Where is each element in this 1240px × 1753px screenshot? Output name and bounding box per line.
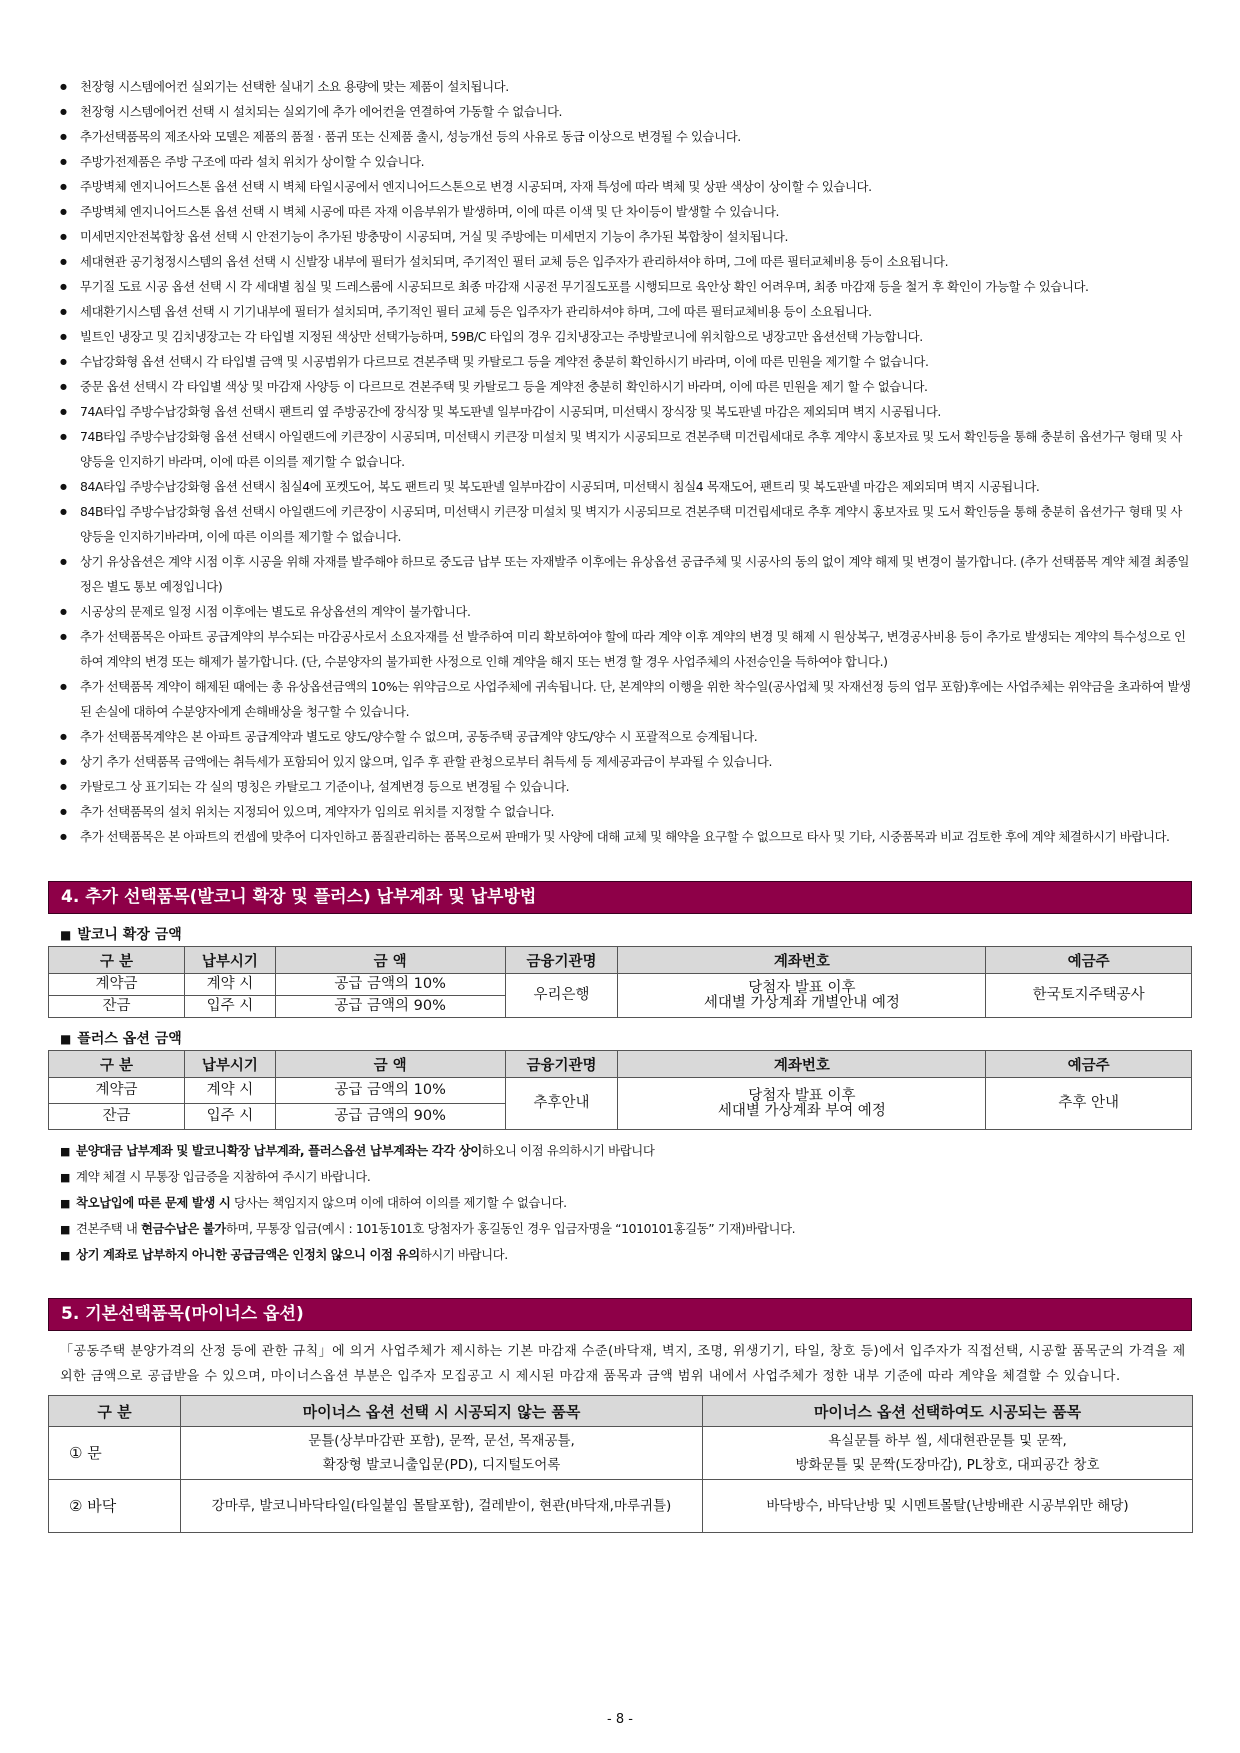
square-bullet-icon: ■ — [60, 1197, 70, 1210]
cell-holder: 추후 안내 — [986, 1078, 1192, 1130]
square-bullet-icon: ■ — [60, 1171, 70, 1184]
list-item: ● 미세먼지안전복합창 옵션 선택 시 안전기능이 추가된 방충망이 시공되며, 거실 및 주방에는 미세먼지 기능이 추가된 복합창이 설치됩니다. — [60, 224, 1192, 249]
header-amount: 금 액 — [275, 947, 505, 974]
table-row — [49, 1078, 1192, 1104]
list-item: ● 주방벽체 엔지니어드스톤 옵션 선택 시 벽체 시공에 따른 자재 이음부위가 발생하며, 이에 따른 이색 및 단 차이등이 발생할 수 있습니다. — [60, 199, 1192, 224]
header-bank: 금융기관명 — [505, 1051, 618, 1078]
list-item: ● 74A타입 주방수납강화형 옵션 선택시 팬트리 옆 주방공간에 장식장 및 복도판넬 일부마감이 시공되며, 미선택시 장식장 및 복도판넬 마감은 제외되며 벽지 시공됩니다. — [60, 399, 1192, 424]
cell-not-installed: 문틀(상부마감판 포함), 문짝, 문선, 목재공틀, 확장형 발코니출입문(PD), 디지털도어록 — [181, 1427, 703, 1480]
header-holder: 예금주 — [986, 947, 1192, 974]
square-bullet-icon: ■ — [60, 1032, 72, 1046]
list-item: ● 수납강화형 옵션 선택시 각 타입별 금액 및 시공범위가 다르므로 견본주택 및 카탈로그 등을 계약전 충분히 확인하시기 바라며, 이에 따른 민원을 제기할 수 없습니다. — [60, 349, 1192, 374]
cell-kind: 잔금 — [49, 996, 185, 1018]
square-bullet-icon: ■ — [60, 1145, 70, 1158]
cell-kind: 계약금 — [49, 1078, 185, 1104]
balcony-payment-table — [48, 946, 1192, 1018]
cell-account: 당첨자 발표 이후 세대별 가상계좌 부여 예정 — [618, 1078, 986, 1130]
list-item: ● 시공상의 문제로 일정 시점 이후에는 별도로 유상옵션의 계약이 불가합니다. — [60, 599, 1192, 624]
header-category: 구 분 — [49, 1396, 181, 1427]
payment-notes — [60, 1138, 1192, 1268]
note-item: ■ 견본주택 내 현금수납은 불가하며, 무통장 입금(예시 : 101동101호 당첨자가 홍길동인 경우 입금자명을 “1010101홍길동” 기재)바랍니다. — [60, 1221, 796, 1236]
table-row — [49, 1480, 1193, 1533]
list-item: ● 74B타입 주방수납강화형 옵션 선택시 아일랜드에 키큰장이 시공되며, 미선택시 키큰장 미설치 및 벽지가 시공되므로 견본주택 미건립세대로 추후 계약시 홍보자료 및 도서 확인등을 통해 충분히 옵션가구 형태 및 사양등을 인지하기 바라며, 이에 따른 이의를 제기할 수 없습니다. — [60, 424, 1192, 474]
row-label: ① 문 — [49, 1427, 181, 1480]
header-category: 구 분 — [49, 1051, 185, 1078]
plus-option-heading: ■ 플러스 옵션 금액 — [60, 1031, 182, 1047]
cell-installed: 바닥방수, 바닥난방 및 시멘트몰탈(난방배관 시공부위만 해당) — [703, 1480, 1193, 1533]
note-item: ■ 계약 체결 시 무통장 입금증을 지참하여 주시기 바랍니다. — [60, 1169, 371, 1184]
minus-option-intro: 「공동주택 분양가격의 산정 등에 관한 규칙」에 의거 사업주체가 제시하는 기본 마감재 수준(바닥재, 벽지, 조명, 위생기기, 타일, 창호 등)에서 입주자가 직접선택, 시공할 품목군의 가격을 제외한 금액으로 공급받을 수 있으며, 마이너스옵션 부분은 입주자 모집공고 시 제시된 마감재 품목과 금액 범위 내에서 사업주체가 정한 내부 기준에 따라 계약을 체결할 수 있습니다. — [60, 1344, 1186, 1384]
notice-list — [48, 74, 1192, 849]
list-item: ● 추가 선택품목은 아파트 공급계약의 부수되는 마감공사로서 소요자재를 선 발주하여 미리 확보하여야 할에 따라 계약 이후 계약의 변경 및 해제 시 원상복구, 변경공사비용 등이 추가로 발생되는 계약의 특수성으로 인하여 계약의 변경 또는 해제가 불가합니다. (단, 수분양자의 불가피한 사정으로 인해 계약을 해지 또는 변경 할 경우 사업주체의 사전승인을 득하여야 합니다.) — [60, 624, 1192, 674]
square-bullet-icon: ■ — [60, 1223, 70, 1236]
header-account: 계좌번호 — [618, 947, 986, 974]
cell-installed: 욕실문틀 하부 씰, 세대현관문틀 및 문짝, 방화문틀 및 문짝(도장마감), PL창호, 대피공간 창호 — [703, 1427, 1193, 1480]
list-item: ● 천장형 시스템에어컨 선택 시 설치되는 실외기에 추가 에어컨을 연결하여 가동할 수 없습니다. — [60, 99, 1192, 124]
table-row — [49, 1427, 1193, 1480]
note-item: ■ 착오납입에 따른 문제 발생 시 당사는 책임지지 않으며 이에 대하여 이의를 제기할 수 없습니다. — [60, 1195, 567, 1210]
cell-amount: 공급 금액의 90% — [275, 996, 505, 1018]
page-number: - 8 - — [607, 1712, 633, 1727]
list-item: ● 추가 선택품목계약은 본 아파트 공급계약과 별도로 양도/양수할 수 없으며, 공동주택 공급계약 양도/양수 시 포괄적으로 승계됩니다. — [60, 724, 1192, 749]
list-item: ● 중문 옵션 선택시 각 타입별 색상 및 마감재 사양등 이 다르므로 견본주택 및 카탈로그 등을 계약전 충분히 확인하시기 바라며, 이에 따른 민원을 제기 할 수 없습니다. — [60, 374, 1192, 399]
list-item: ● 추가 선택품목은 본 아파트의 컨셉에 맞추어 디자인하고 품질관리하는 품목으로써 판매가 및 사양에 대해 교체 및 해약을 요구할 수 없으므로 타사 및 기타, 시중품목과 비교 검토한 후에 계약 체결하시기 바랍니다. — [60, 824, 1192, 849]
section-5-title: 5. 기본선택품목(마이너스 옵션) — [48, 1298, 1192, 1331]
plus-option-payment-table — [48, 1050, 1192, 1130]
list-item: ● 세대현관 공기청정시스템의 옵션 선택 시 신발장 내부에 필터가 설치되며, 주기적인 필터 교체 등은 입주자가 관리하셔야 하며, 그에 따른 필터교체비용 등이 소요됩니다. — [60, 249, 1192, 274]
row-label: ② 바닥 — [49, 1480, 181, 1533]
header-timing: 납부시기 — [185, 1051, 276, 1078]
header-amount: 금 액 — [275, 1051, 505, 1078]
cell-time: 계약 시 — [185, 974, 276, 996]
cell-amount: 공급 금액의 10% — [275, 1078, 505, 1104]
cell-time: 계약 시 — [185, 1078, 276, 1104]
header-installed: 마이너스 옵션 선택하여도 시공되는 품목 — [703, 1396, 1193, 1427]
list-item: ● 천장형 시스템에어컨 실외기는 선택한 실내기 소요 용량에 맞는 제품이 설치됩니다. — [60, 74, 1192, 99]
table-row — [49, 974, 1192, 996]
list-item: ● 무기질 도료 시공 옵션 선택 시 각 세대별 침실 및 드레스룸에 시공되므로 최종 마감재 시공전 무기질도포를 시행되므로 육안상 확인 어려우며, 최종 마감재 등을 철거 후 확인이 가능할 수 있습니다. — [60, 274, 1192, 299]
list-item: ● 카탈로그 상 표기되는 각 실의 명칭은 카탈로그 기준이나, 설계변경 등으로 변경될 수 있습니다. — [60, 774, 1192, 799]
header-holder: 예금주 — [986, 1051, 1192, 1078]
note-item: ■ 상기 계좌로 납부하지 아니한 공급금액은 인정치 않으니 이점 유의하시기 바랍니다. — [60, 1247, 508, 1262]
cell-bank: 우리은행 — [505, 974, 618, 1018]
cell-time: 입주 시 — [185, 996, 276, 1018]
header-category: 구 분 — [49, 947, 185, 974]
list-item: ● 추가선택품목의 제조사와 모델은 제품의 품절 · 품귀 또는 신제품 출시, 성능개선 등의 사유로 동급 이상으로 변경될 수 있습니다. — [60, 124, 1192, 149]
list-item: ● 세대환기시스템 옵션 선택 시 기기내부에 필터가 설치되며, 주기적인 필터 교체 등은 입주자가 관리하셔야 하며, 그에 따른 필터교체비용 등이 소요됩니다. — [60, 299, 1192, 324]
header-account: 계좌번호 — [618, 1051, 986, 1078]
list-item: ● 추가 선택품목의 설치 위치는 지정되어 있으며, 계약자가 임의로 위치를 지정할 수 없습니다. — [60, 799, 1192, 824]
cell-account: 당첨자 발표 이후 세대별 가상계좌 개별안내 예정 — [618, 974, 986, 1018]
section-4-title: 4. 추가 선택품목(발코니 확장 및 플러스) 납부계좌 및 납부방법 — [48, 881, 1192, 914]
cell-kind: 잔금 — [49, 1104, 185, 1130]
list-item: ● 84A타입 주방수납강화형 옵션 선택시 침실4에 포켓도어, 복도 팬트리 및 복도판넬 일부마감이 시공되며, 미선택시 침실4 목재도어, 팬트리 및 복도판넬 마감은 제외되며 벽지 시공됩니다. — [60, 474, 1192, 499]
list-item: ● 주방가전제품은 주방 구조에 따라 설치 위치가 상이할 수 있습니다. — [60, 149, 1192, 174]
cell-bank: 추후안내 — [505, 1078, 618, 1130]
list-item: ● 빌트인 냉장고 및 김치냉장고는 각 타입별 지정된 색상만 선택가능하며, 59B/C 타입의 경우 김치냉장고는 주방발코니에 위치함으로 냉장고만 옵션선택 가능합니다. — [60, 324, 1192, 349]
minus-option-table — [48, 1395, 1193, 1533]
square-bullet-icon: ■ — [60, 928, 72, 942]
note-item: ■ 분양대금 납부계좌 및 발코니확장 납부계좌, 플러스옵션 납부계좌는 각각 상이하오니 이점 유의하시기 바랍니다 — [60, 1143, 655, 1158]
list-item: ● 추가 선택품목 계약이 해제된 때에는 총 유상옵션금액의 10%는 위약금으로 사업주체에 귀속됩니다. 단, 본계약의 이행을 위한 착수일(공사업체 및 자재선정 등의 업무 포함)후에는 사업주체는 위약금을 초과하여 발생된 손실에 대하여 수분양자에게 손해배상을 청구할 수 있습니다. — [60, 674, 1192, 724]
square-bullet-icon: ■ — [60, 1249, 70, 1262]
header-not-installed: 마이너스 옵션 선택 시 시공되지 않는 품목 — [181, 1396, 703, 1427]
header-timing: 납부시기 — [185, 947, 276, 974]
cell-not-installed: 강마루, 발코니바닥타일(타일붙임 몰탈포함), 걸레받이, 현관(바닥재,마루귀틀) — [181, 1480, 703, 1533]
cell-amount: 공급 금액의 90% — [275, 1104, 505, 1130]
cell-holder: 한국토지주택공사 — [986, 974, 1192, 1018]
list-item: ● 상기 유상옵션은 계약 시점 이후 시공을 위해 자재를 발주해야 하므로 중도금 납부 또는 자재발주 이후에는 유상옵션 공급주체 및 시공사의 동의 없이 계약 해제 및 변경이 불가합니다. (추가 선택품목 계약 체결 최종일정은 별도 통보 예정입니다) — [60, 549, 1192, 599]
list-item: ● 상기 추가 선택품목 금액에는 취득세가 포함되어 있지 않으며, 입주 후 관할 관청으로부터 취득세 등 제세공과금이 부과될 수 있습니다. — [60, 749, 1192, 774]
cell-kind: 계약금 — [49, 974, 185, 996]
list-item: ● 주방벽체 엔지니어드스톤 옵션 선택 시 벽체 타일시공에서 엔지니어드스톤으로 변경 시공되며, 자재 특성에 따라 벽체 및 상판 색상이 상이할 수 있습니다. — [60, 174, 1192, 199]
list-item: ● 84B타입 주방수납강화형 옵션 선택시 아일랜드에 키큰장이 시공되며, 미선택시 키큰장 미설치 및 벽지가 시공되므로 견본주택 미건립세대로 추후 계약시 홍보자료 및 도서 확인등을 통해 충분히 옵션가구 형태 및 사양등을 인지하기바라며, 이에 따른 이의를 제기할 수 없습니다. — [60, 499, 1192, 549]
cell-amount: 공급 금액의 10% — [275, 974, 505, 996]
header-bank: 금융기관명 — [505, 947, 618, 974]
cell-time: 입주 시 — [185, 1104, 276, 1130]
balcony-heading: ■ 발코니 확장 금액 — [60, 927, 182, 943]
